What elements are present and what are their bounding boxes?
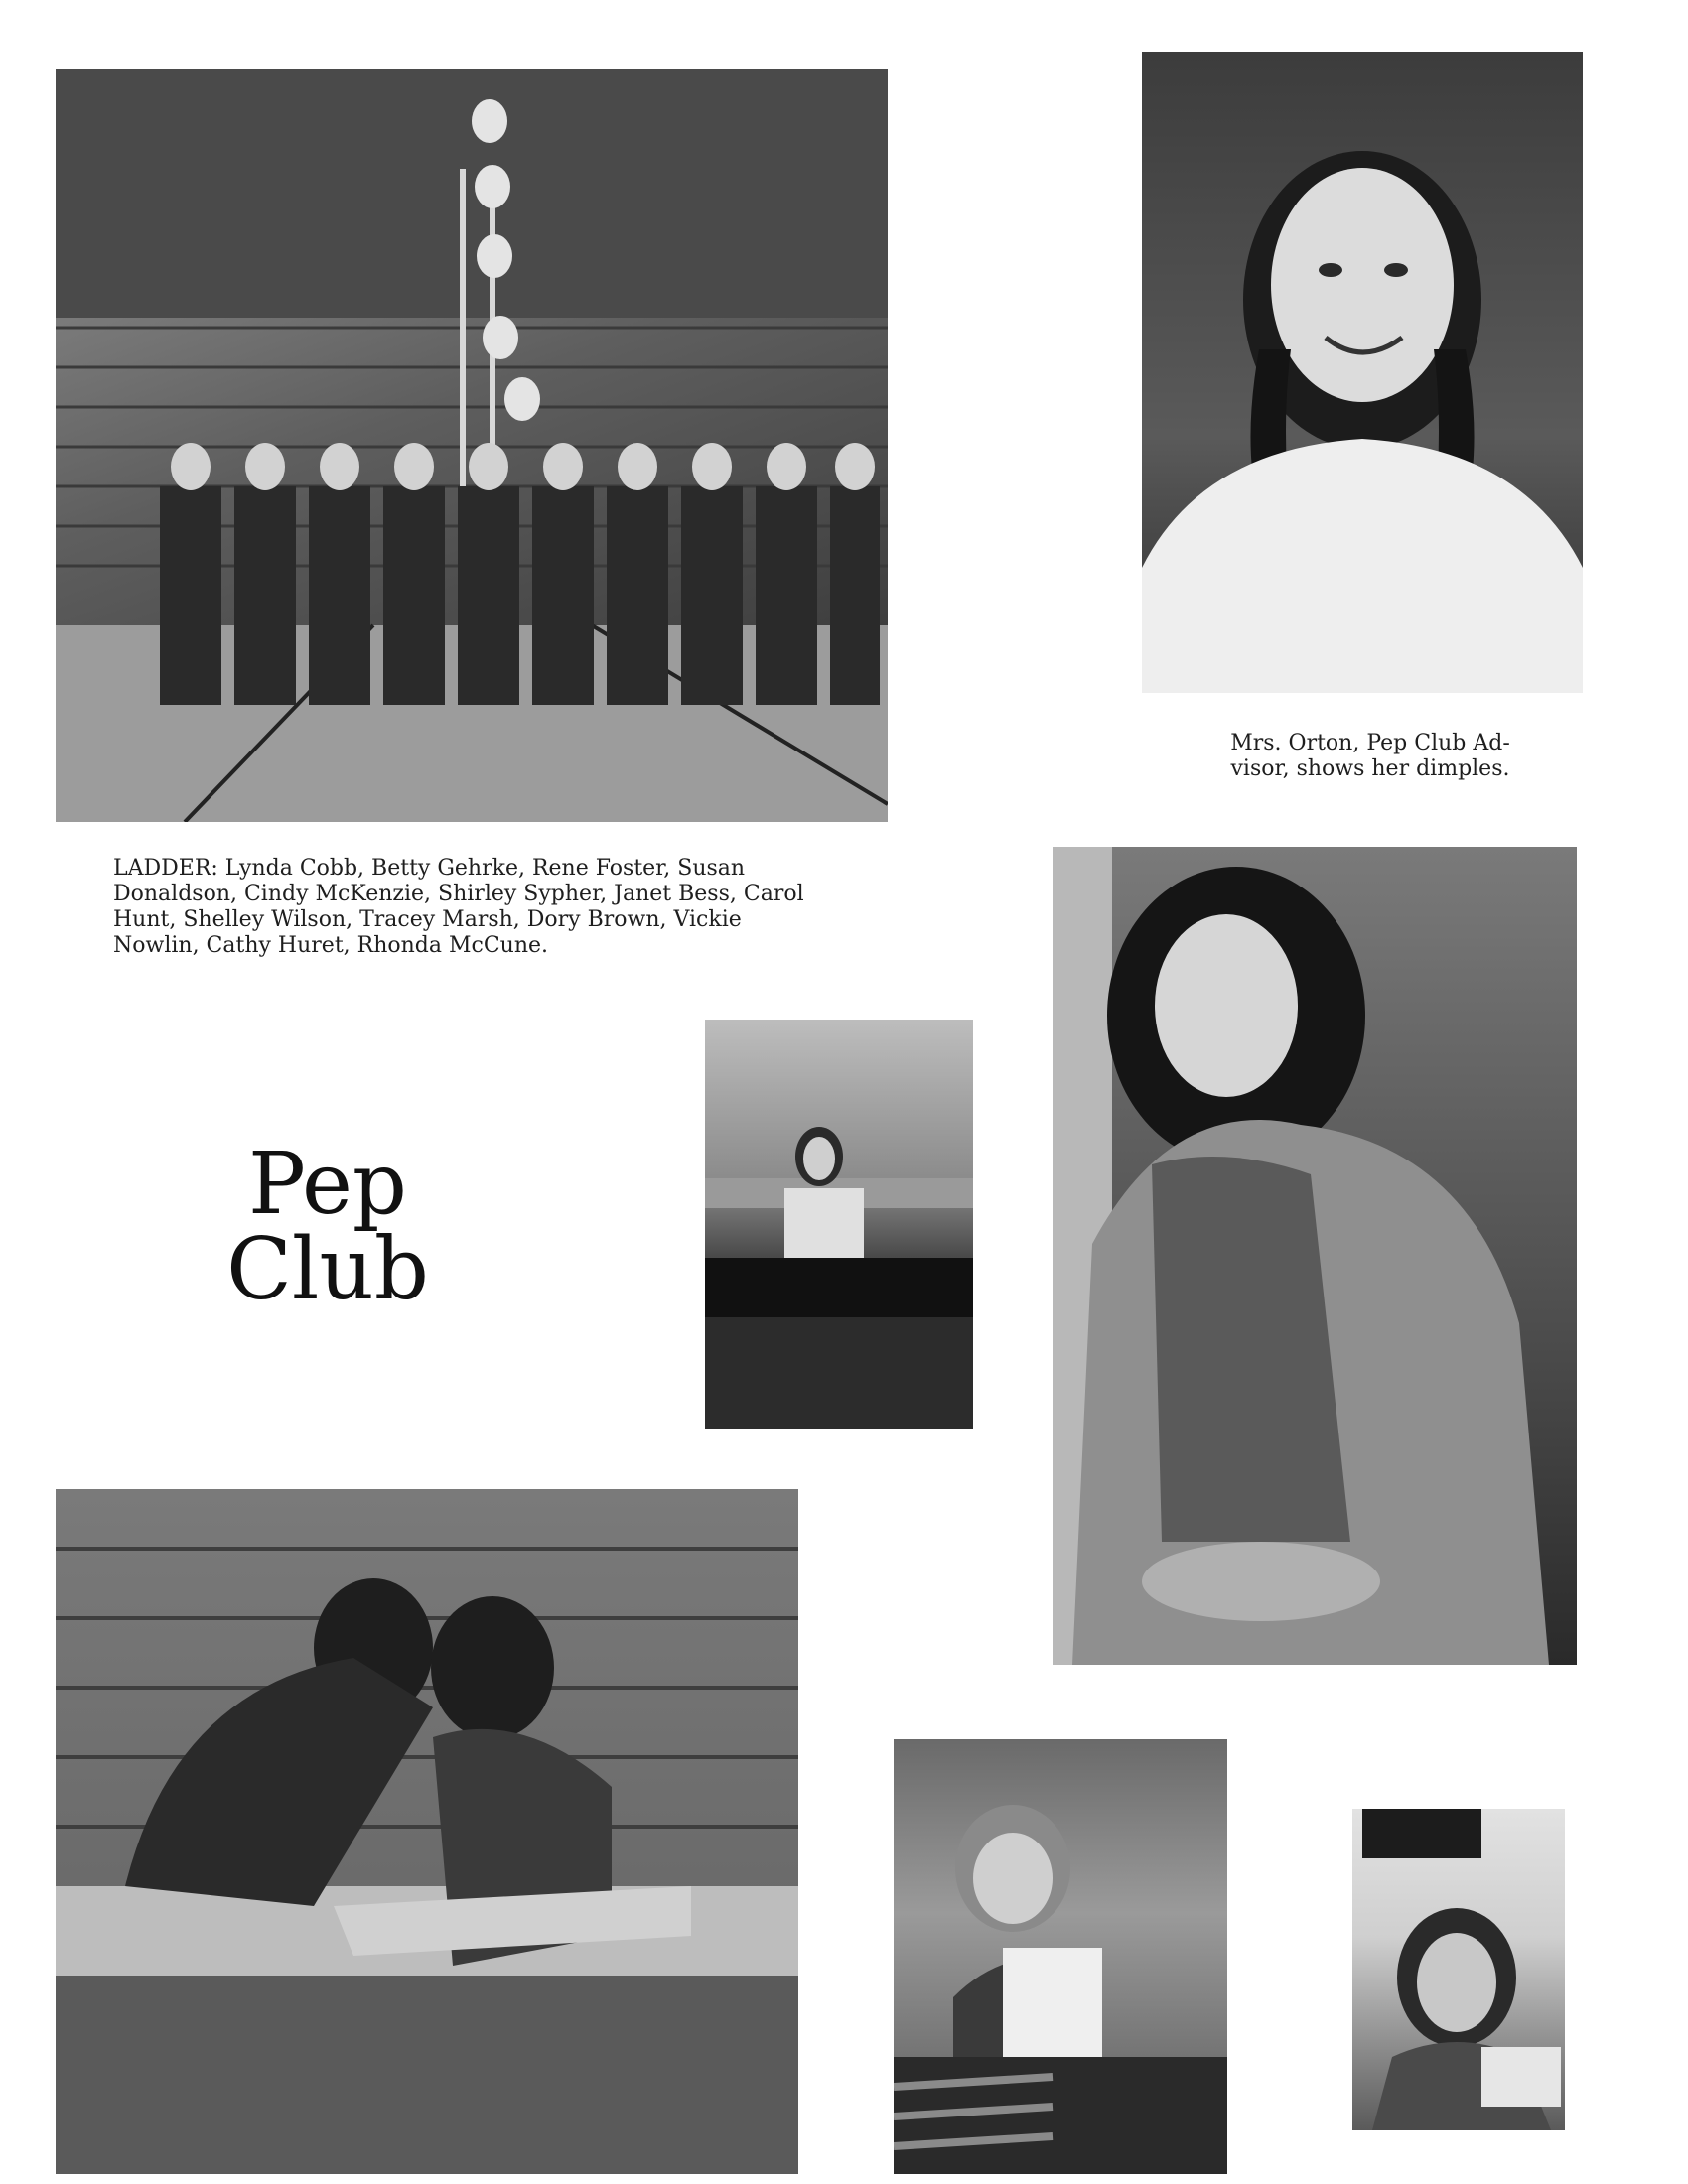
ladder-caption-line1: LADDER: Lynda Cobb, Betty Gehrke, Rene Foster, Susan <box>113 856 746 881</box>
student-in-vest-portrait-photo <box>1053 847 1577 1665</box>
ladder-caption-line2: Donaldson, Cindy McKenzie, Shirley Sypher, Janet Bess, Carol <box>113 882 804 906</box>
advisor-portrait-photo <box>1142 52 1583 693</box>
page-title <box>189 1135 467 1319</box>
students-on-bleachers-photo <box>56 1489 798 2174</box>
page-title-line2: Club <box>226 1220 429 1319</box>
group-ladder-photo <box>56 69 888 822</box>
student-with-glasses-photo <box>894 1739 1227 2174</box>
student-reading-photo <box>1352 1809 1565 2130</box>
ladder-caption <box>113 856 888 959</box>
ladder-caption-line3: Hunt, Shelley Wilson, Tracey Marsh, Dory Brown, Vickie <box>113 907 742 932</box>
advisor-caption-line1: Mrs. Orton, Pep Club Ad- <box>1230 731 1510 755</box>
advisor-caption <box>1201 731 1539 782</box>
ladder-caption-line4: Nowlin, Cathy Huret, Rhonda McCune. <box>113 933 549 958</box>
advisor-caption-line2: visor, shows her dimples. <box>1230 756 1510 781</box>
student-at-desk-photo <box>705 1020 973 1429</box>
page-title-line1: Pep <box>248 1135 407 1234</box>
